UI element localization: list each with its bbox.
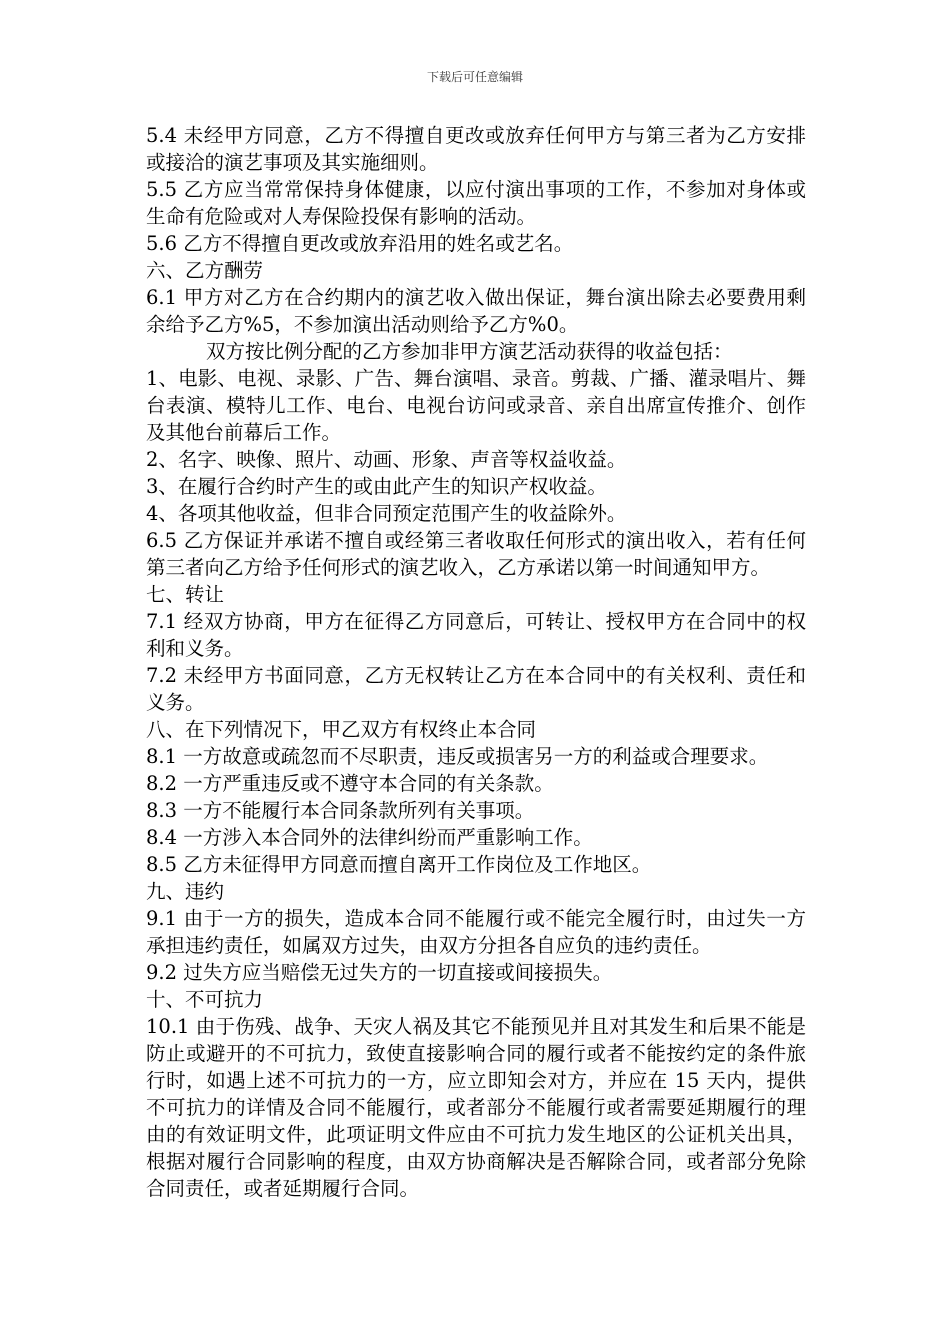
paragraph: 九、违约 [146,880,225,903]
paragraph: 5.5 乙方应当常常保持身体健康，以应付演出事项的工作，不参加对身体或生命有危险或对人寿保险投保有影响的活动。 [146,178,806,228]
paragraph: 8.2 一方严重违反或不遵守本合同的有关条款。 [146,772,554,795]
paragraph: 1、电影、电视、录影、广告、舞台演唱、录音。剪裁、广播、灌录唱片、舞台表演、模特儿工作、电台、电视台访问或录音、亲自出席宣传推介、创作及其他台前幕后工作。 [146,367,806,444]
paragraph: 双方按比例分配的乙方参加非甲方演艺活动获得的收益包括： [206,340,733,363]
paragraph: 10.1 由于伤残、战争、天灾人祸及其它不能预见并且对其发生和后果不能是防止或避开的不可抗力，致使直接影响合同的履行或者不能按约定的条件旅行时，如遇上述不可抗力的一方，应立即知会对方，并应在 15 天内，提供不可抗力的详情及合同不能履行，或者部分不能履行或者需要延期履行的理由的有效证明文件，此项证明文件应由不可抗力发生地区的公证机关出具，根据对履行合同影响的程度，由双方协商解决是否解除合同，或者部分免除合同责任，或者延期履行合同。 [146,1015,806,1200]
paragraph: 七、转让 [146,583,225,606]
paragraph: 8.5 乙方未征得甲方同意而擅自离开工作岗位及工作地区。 [146,853,652,876]
paragraph: 5.6 乙方不得擅自更改或放弃沿用的姓名或艺名。 [146,232,574,255]
paragraph: 8.3 一方不能履行本合同条款所列有关事项。 [146,799,535,822]
paragraph: 7.1 经双方协商，甲方在征得乙方同意后，可转让、授权甲方在合同中的权利和义务。 [146,610,806,660]
paragraph: 5.4 未经甲方同意，乙方不得擅自更改或放弃任何甲方与第三者为乙方安排或接洽的演艺事项及其实施细则。 [146,124,806,174]
document-body [146,122,806,1202]
paragraph: 6.5 乙方保证并承诺不擅自或经第三者收取任何形式的演出收入，若有任何第三者向乙方给予任何形式的演艺收入，乙方承诺以第一时间通知甲方。 [146,529,806,579]
paragraph: 十、不可抗力 [146,988,264,1011]
paragraph: 6.1 甲方对乙方在合约期内的演艺收入做出保证，舞台演出除去必要费用剩余给予乙方%5，不参加演出活动则给予乙方%0。 [146,286,806,336]
paragraph: 4、各项其他收益，但非合同预定范围产生的收益除外。 [146,502,627,525]
paragraph: 8.4 一方涉入本合同外的法律纠纷而严重影响工作。 [146,826,593,849]
paragraph: 7.2 未经甲方书面同意，乙方无权转让乙方在本合同中的有关权利、责任和义务。 [146,664,806,714]
paragraph: 9.2 过失方应当赔偿无过失方的一切直接或间接损失。 [146,961,613,984]
page-header: 下载后可任意编辑 [426,70,523,84]
paragraph: 八、在下列情况下，甲乙双方有权终止本合同 [146,718,537,741]
paragraph: 2、名字、映像、照片、动画、形象、声音等权益收益。 [146,448,627,471]
paragraph: 8.1 一方故意或疏忽而不尽职责，违反或损害另一方的利益或合理要求。 [146,745,769,768]
paragraph: 9.1 由于一方的损失，造成本合同不能履行或不能完全履行时，由过失一方承担违约责任，如属双方过失，由双方分担各自应负的违约责任。 [146,907,806,957]
paragraph: 3、在履行合约时产生的或由此产生的知识产权收益。 [146,475,607,498]
paragraph: 六、乙方酬劳 [146,259,264,282]
